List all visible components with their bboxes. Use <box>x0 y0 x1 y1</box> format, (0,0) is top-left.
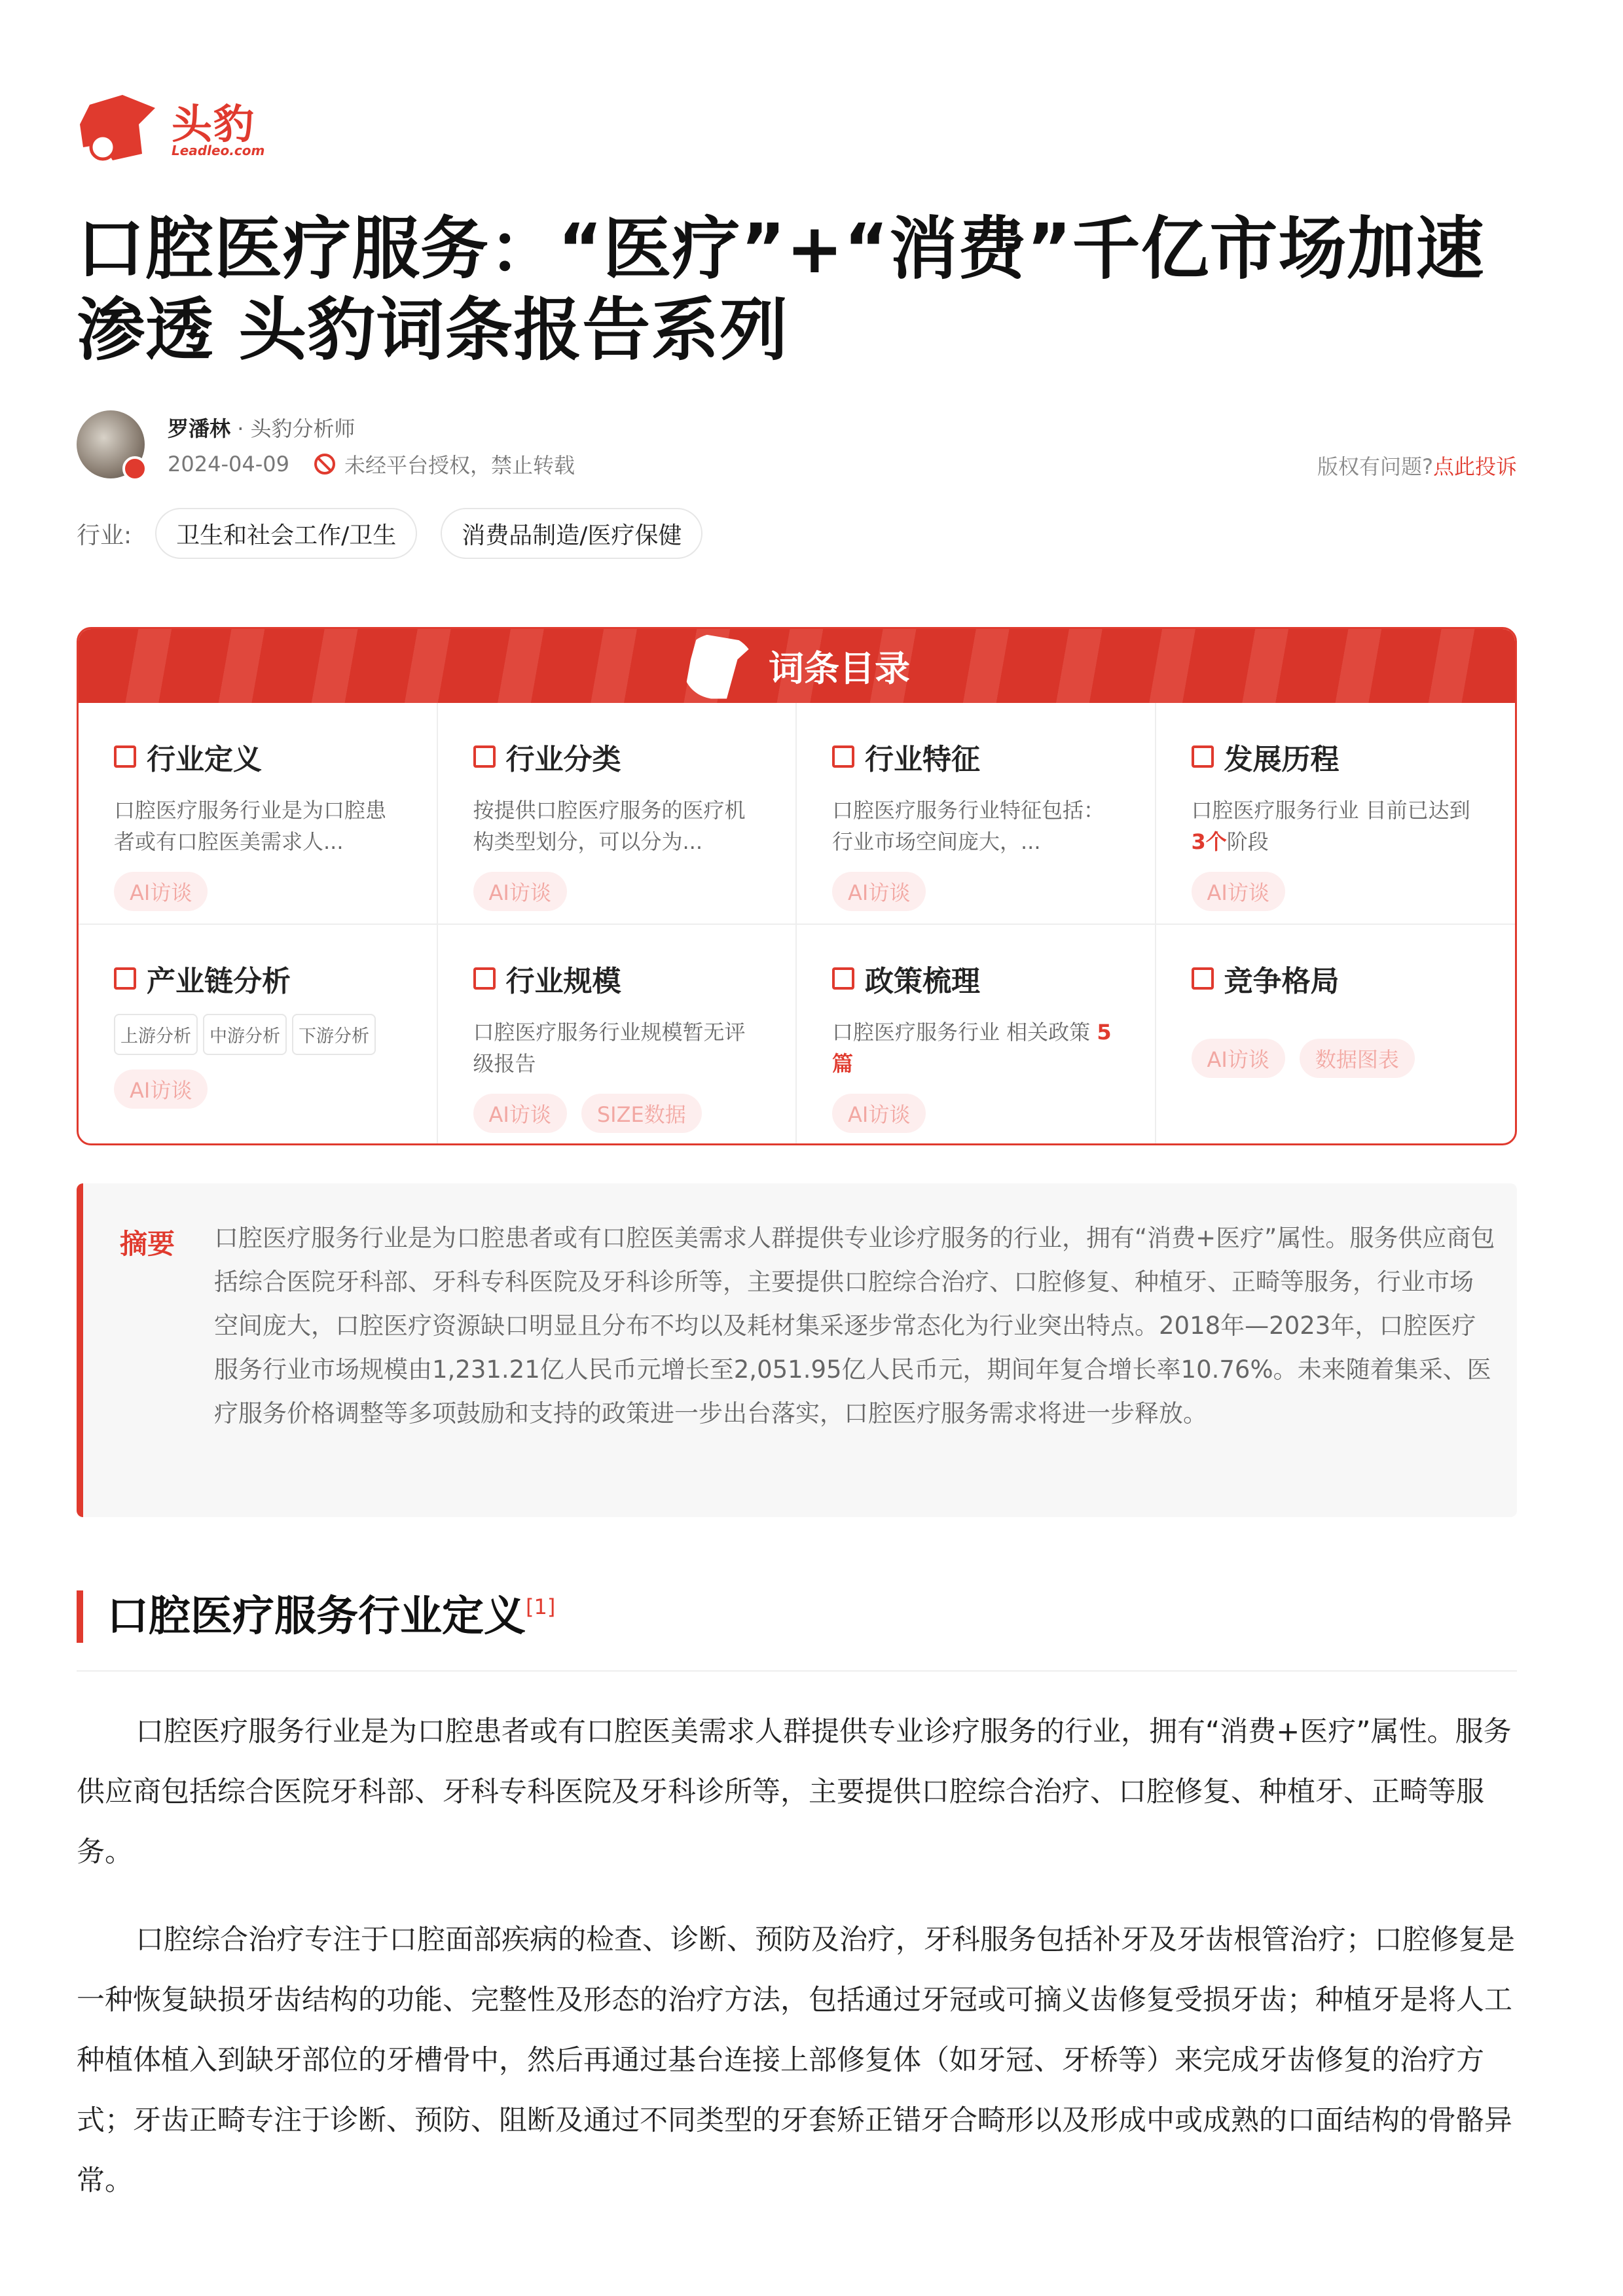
chain-icon <box>114 967 136 990</box>
desc-text: 口腔医疗服务行业 相关政策 <box>832 1020 1091 1045</box>
summary-label: 摘要 <box>120 1228 175 1260</box>
prohibited-icon <box>314 454 335 475</box>
author-name[interactable]: 罗潘林 <box>168 416 231 441</box>
ai-pill-button[interactable]: AI访谈 <box>1192 1039 1285 1078</box>
desc-suffix: 阶段 <box>1226 829 1269 854</box>
ai-pill-button[interactable]: AI访谈 <box>832 1094 926 1133</box>
section-title: 口腔医疗服务行业定义 <box>107 1592 526 1641</box>
page-title: 口腔医疗服务：“医疗”+“消费”千亿市场加速渗透 头豹词条报告系列 <box>77 209 1485 370</box>
toc-item-desc <box>473 795 761 857</box>
toc-item[interactable] <box>438 703 797 925</box>
toc-item[interactable] <box>1156 925 1516 1145</box>
toc-item-title[interactable]: 产业链分析 <box>147 965 291 998</box>
highlight-count: 5篇 <box>832 1020 1112 1076</box>
toc-item-desc <box>1192 795 1480 857</box>
desc-text: 按提供口腔医疗服务的医疗机构类型划分，可以分为... <box>473 798 746 854</box>
highlight-count: 3个 <box>1191 829 1227 854</box>
toc-item[interactable] <box>797 925 1156 1145</box>
chain-sub-button[interactable]: 上游分析 <box>114 1014 198 1055</box>
desc-text: 口腔医疗服务行业 目前已达到 <box>1191 798 1470 823</box>
paragraph: 口腔医疗服务行业是为口腔患者或有口腔医美需求人群提供专业诊疗服务的行业，拥有“消费+医疗”属性。服务供应商包括综合医院牙科部、牙科专科医院及牙科诊所等，主要提供口腔综合治疗、口腔修复、种植牙、正畸等服务。 <box>77 1715 1512 1869</box>
meta-line <box>168 449 575 479</box>
desc-text: 口腔医疗服务行业规模暂无评级报告 <box>473 1020 746 1076</box>
ai-pill-button[interactable]: SIZE数据 <box>581 1094 702 1133</box>
brand-name: 头豹 <box>172 100 256 148</box>
toc-item-title[interactable]: 行业规模 <box>505 965 621 998</box>
author-role: · 头豹分析师 <box>237 416 356 441</box>
toc-item-title[interactable]: 竞争格局 <box>1224 965 1340 998</box>
toc-item[interactable] <box>797 703 1156 925</box>
paragraph: 口腔综合治疗专注于口腔面部疾病的检查、诊断、预防及治疗，牙科服务包括补牙及牙齿根管治疗；口腔修复是一种恢复缺损牙齿结构的功能、完整性及形态的治疗方法，包括通过牙冠或可摘义齿修复受损牙齿；种植牙是将人工种植体植入到缺牙部位的牙槽骨中，然后再通过基台连接上部修复体（如牙冠、牙桥等）来完成牙齿修复的治疗方式；牙齿正畸专注于诊断、预防、阻断及通过不同类型的牙套矫正错牙合畸形以及形成中或成熟的口面结构的骨骼异常。 <box>77 1924 1515 2197</box>
toc-item-desc <box>832 795 1120 857</box>
ai-pill-button[interactable]: AI访谈 <box>114 872 208 911</box>
industry-tag[interactable]: 卫生和社会工作/卫生 <box>155 508 417 559</box>
verified-badge-icon <box>122 456 147 481</box>
ai-pill-button[interactable]: 数据图表 <box>1300 1039 1415 1078</box>
ai-pill-button[interactable]: AI访谈 <box>473 872 567 911</box>
toc-item-title[interactable]: 行业分类 <box>505 743 621 776</box>
avatar[interactable] <box>77 410 145 478</box>
leopard-logo-icon <box>77 92 162 164</box>
toc-item-title[interactable]: 政策梳理 <box>865 965 980 998</box>
pie-chart-icon <box>1192 967 1214 990</box>
reprint-notice: 未经平台授权，禁止转载 <box>344 453 575 478</box>
divider <box>77 1670 1517 1672</box>
brand-domain: Leadleo.com <box>172 143 265 158</box>
ai-pill-button[interactable]: AI访谈 <box>114 1069 208 1109</box>
copyright-question: 版权有问题? <box>1317 454 1433 479</box>
chain-sub-button[interactable]: 下游分析 <box>292 1014 376 1055</box>
industry-row <box>77 508 702 559</box>
summary-text: 口腔医疗服务行业是为口腔患者或有口腔医美需求人群提供专业诊疗服务的行业，拥有“消费+医疗”属性。服务供应商包括综合医院牙科部、牙科专科医院及牙科诊所等，主要提供口腔综合治疗、口腔修复、种植牙、正畸等服务，行业市场空间庞大，口腔医疗资源缺口明显且分布不均以及耗材集采逐步常态化为行业突出特点。2018年—2023年，口腔医疗服务行业市场规模由1,231.21亿人民币元增长至2,051.95亿人民币元，期间年复合增长率10.76%。未来随着集采、医疗服务价格调整等多项鼓励和支持的政策进一步出台落实，口腔医疗服务需求将进一步释放。 <box>214 1224 1495 1427</box>
target-icon <box>832 745 854 768</box>
publish-date: 2024-04-09 <box>168 452 289 476</box>
search-frame-icon <box>114 745 136 768</box>
leopard-icon <box>684 634 756 699</box>
hierarchy-icon <box>473 745 496 768</box>
toc-item[interactable] <box>79 703 438 925</box>
author-line <box>168 412 356 442</box>
toc-item-title[interactable]: 行业定义 <box>147 743 262 776</box>
toc-title: 词条目录 <box>769 648 910 689</box>
reference-link[interactable]: [1] <box>526 1594 556 1619</box>
toc-item-desc <box>832 1016 1120 1079</box>
toc-header <box>79 629 1515 703</box>
ai-pill-button[interactable]: AI访谈 <box>832 872 926 911</box>
toc-item[interactable] <box>438 925 797 1145</box>
chain-sub-button[interactable]: 中游分析 <box>203 1014 287 1055</box>
timeline-icon <box>1192 745 1214 768</box>
summary-box <box>77 1183 1517 1517</box>
toc-item-title[interactable]: 发展历程 <box>1224 743 1340 776</box>
logo[interactable] <box>77 92 265 164</box>
bar-chart-icon <box>473 967 496 990</box>
industry-tag[interactable]: 消费品制造/医疗保健 <box>441 508 702 559</box>
document-icon <box>832 967 854 990</box>
toc-item[interactable] <box>1156 703 1516 925</box>
toc-item-desc <box>473 1016 761 1079</box>
table-of-contents <box>77 627 1517 1145</box>
copyright-line <box>1317 450 1517 480</box>
ai-pill-button[interactable]: AI访谈 <box>473 1094 567 1133</box>
desc-text: 口腔医疗服务行业是为口腔患者或有口腔医美需求人... <box>114 798 387 854</box>
complaint-link[interactable]: 点此投诉 <box>1432 454 1517 479</box>
ai-pill-button[interactable]: AI访谈 <box>1192 872 1285 911</box>
industry-label: 行业: <box>77 522 132 549</box>
desc-text: 口腔医疗服务行业特征包括：行业市场空间庞大，... <box>832 798 1105 854</box>
toc-item[interactable] <box>79 925 438 1145</box>
toc-item-desc <box>114 795 401 857</box>
toc-item-title[interactable]: 行业特征 <box>865 743 980 776</box>
section-heading <box>77 1590 555 1643</box>
